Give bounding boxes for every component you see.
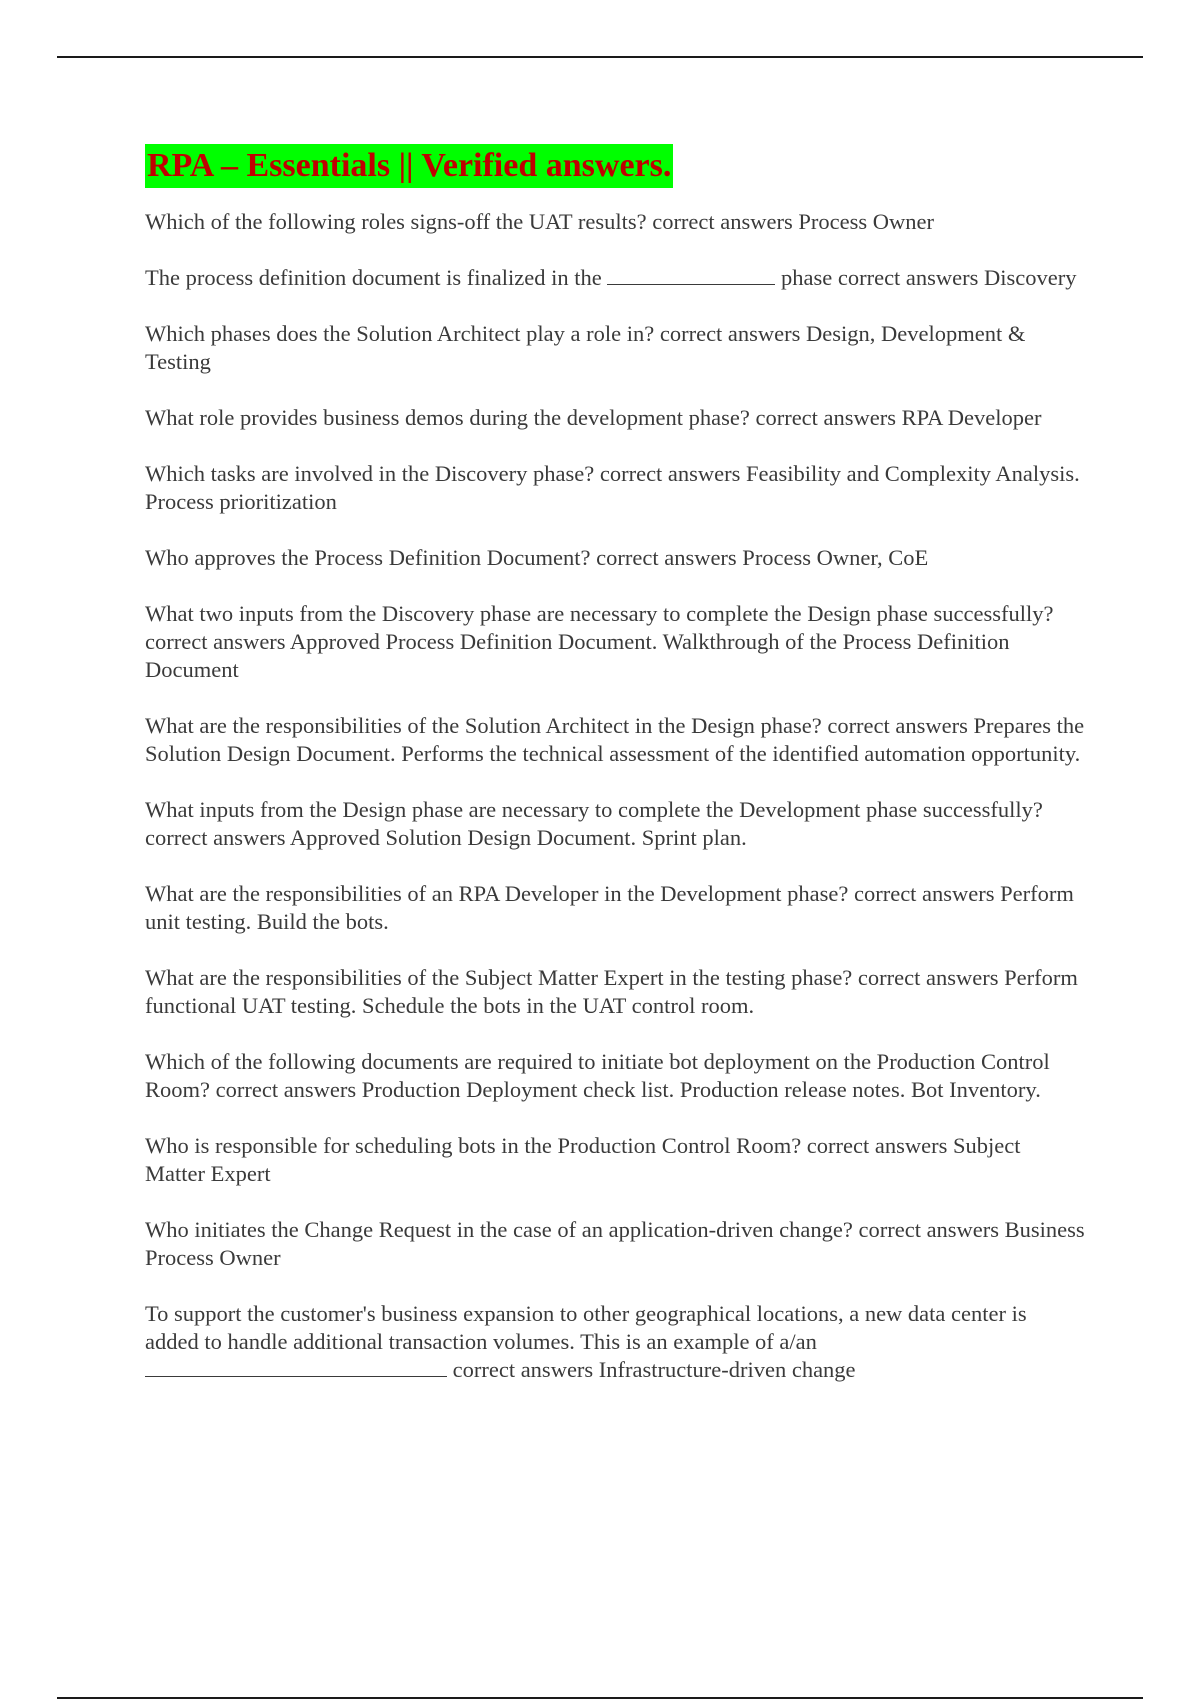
qa-item-8: What are the responsibilities of the Solution Architect in the Design phase? correct answers Prepares the Solution Design Document. Performs the technical assessment of the identified automation opportunity. [145,713,1085,766]
qa-item-13: Who is responsible for scheduling bots in the Production Control Room? correct answers Subject Matter Expert [145,1133,1021,1186]
qa-item-11: What are the responsibilities of the Subject Matter Expert in the testing phase? correct answers Perform functional UAT testing. Schedule the bots in the UAT control room. [145,965,1078,1018]
qa-item-4: What role provides business demos during the development phase? correct answers RPA Developer [145,405,1042,430]
qa-item-2-before: The process definition document is finalized in the [145,265,608,290]
qa-item-14: Who initiates the Change Request in the case of an application-driven change? correct answers Business Process Owner [145,1217,1085,1270]
qa-item-10: What are the responsibilities of an RPA Developer in the Development phase? correct answers Perform unit testing. Build the bots. [145,881,1074,934]
qa-item-15-before: To support the customer's business expansion to other geographical locations, a new data center is added to handle additional transaction volumes. This is an example of a/an [145,1301,1027,1354]
qa-item-7: What two inputs from the Discovery phase are necessary to complete the Design phase successfully? correct answers Approved Process Definition Document. Walkthrough of the Process Definition Document [145,601,1054,682]
title-wrap [145,144,1085,188]
document-title: RPA – Essentials || Verified answers. [145,144,673,188]
qa-item-5: Which tasks are involved in the Discovery phase? correct answers Feasibility and Complexity Analysis. Process prioritization [145,461,1080,514]
bottom-rule [57,1697,1143,1699]
qa-item-9: What inputs from the Design phase are necessary to complete the Development phase successfully? correct answers Approved Solution Design Document. Sprint plan. [145,797,1043,850]
qa-item-15 [145,1300,1085,1384]
qa-item-3: Which phases does the Solution Architect play a role in? correct answers Design, Development & Testing [145,321,1026,374]
document-body [145,144,1085,1412]
fill-in-blank [607,266,775,285]
qa-item-1: Which of the following roles signs-off the UAT results? correct answers Process Owner [145,209,934,234]
qa-item-12: Which of the following documents are required to initiate bot deployment on the Production Control Room? correct answers Production Deployment check list. Production release notes. Bot Inventory. [145,1049,1050,1102]
fill-in-blank [145,1358,447,1377]
qa-item-2 [145,264,1085,292]
top-rule [57,56,1143,58]
qa-item-2-after: phase correct answers Discovery [775,265,1077,290]
qa-item-15-after: correct answers Infrastructure-driven change [447,1357,856,1382]
qa-item-6: Who approves the Process Definition Document? correct answers Process Owner, CoE [145,545,929,570]
